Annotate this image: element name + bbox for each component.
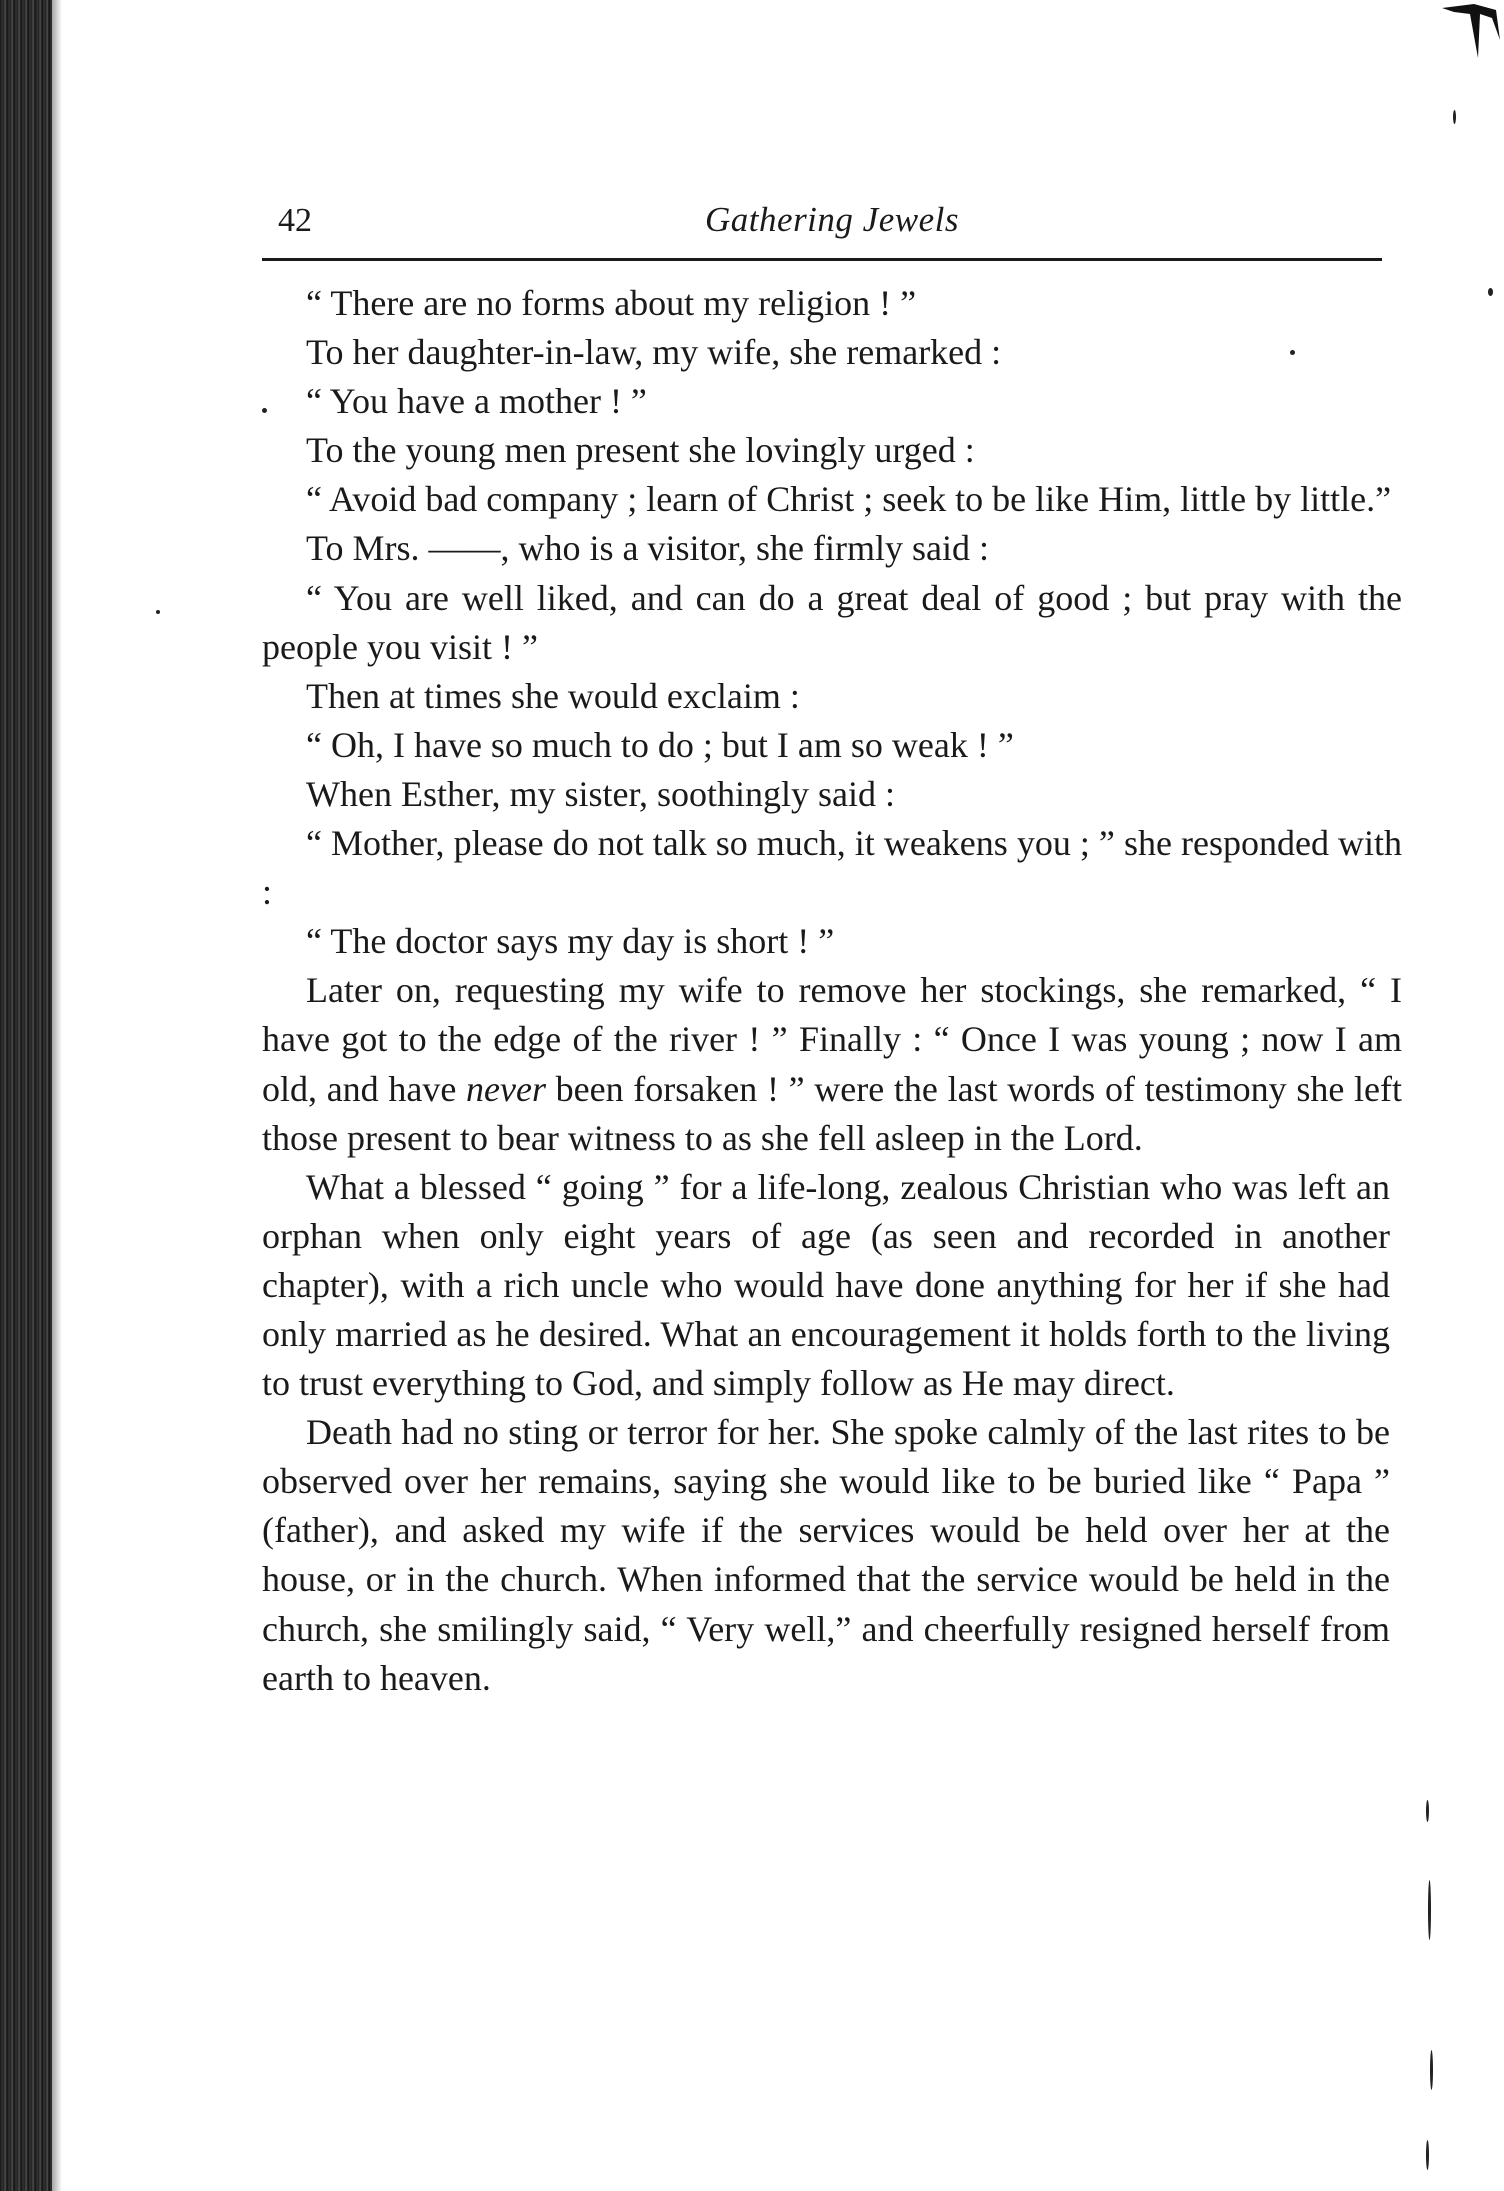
paragraph: To her daughter-in-law, my wife, she remarked :: [306, 332, 1002, 373]
book-binding-edge: [0, 0, 52, 2191]
paragraph: To the young men present she lovingly urged :: [306, 430, 975, 471]
body-text: [262, 279, 1402, 1703]
paragraph: “ Oh, I have so much to do ; but I am so weak ! ”: [306, 724, 1014, 765]
paragraph: “ Avoid bad company ; learn of Christ ; seek to be like Him, little by little.”: [306, 479, 1392, 520]
scan-speck: [1426, 2140, 1429, 2170]
scan-speck: [262, 408, 267, 413]
paragraph-orphan: What a blessed “ going ” for a life-long, zealous Christian who was left an orphan when only eight years of age (as seen and recorded in another chapter), with a rich uncle who would have done anything for her if she had only married as he desired. What an encouragement it holds forth to the living to trust everything to God, and simply follow as He may direct.: [262, 1166, 1390, 1404]
scan-speck: [1426, 1800, 1429, 1822]
paragraph-death: Death had no sting or terror for her. She spoke calmly of the last rites to be observed over her remains, saying she would like to be buried like “ Papa ” (father), and asked my wife if the services would be held over her at the house, or in the church. When informed that the service would be held in the church, she smilingly said, “ Very well,” and cheerfully resigned herself from earth to heaven.: [262, 1412, 1390, 1698]
scan-speck: [156, 610, 160, 614]
scan-speck: [1430, 2050, 1433, 2090]
paragraph-text: been forsaken ! ” were the last words of testimony she left those present to bear witness to as she fell asleep in the Lord.: [262, 1068, 1402, 1158]
running-title: Gathering Jewels: [705, 200, 959, 239]
paragraph: “ There are no forms about my religion ! ”: [306, 283, 917, 323]
paragraph: “ The doctor says my day is short ! ”: [306, 921, 835, 962]
paragraph: Then at times she would exclaim :: [306, 675, 800, 716]
paragraph-text: Later on, requesting my wife to remove her stockings, she remarked, “ I have got to the edge of the river ! ” Finally : “ Once I was young ; now I am old, and have: [262, 970, 1402, 1109]
page-corner-mark: [1434, 0, 1504, 60]
paragraph: “ Mother, please do not talk so much, it weakens you ; ” she responded with :: [262, 823, 1402, 913]
header-rule: [262, 258, 1382, 261]
paragraph-last-words: [262, 966, 1402, 1162]
book-page: [262, 190, 1402, 1703]
paragraph: “ You have a mother ! ”: [306, 381, 647, 422]
scan-speck: [1488, 288, 1493, 296]
paragraph: To Mrs. ——, who is a visitor, she firmly said :: [306, 528, 989, 569]
page-header: [262, 190, 1402, 254]
scan-speck: [1453, 110, 1456, 124]
page-number: 42: [278, 202, 312, 239]
paragraph: “ You are well liked, and can do a great deal of good ; but pray with the people you visit ! ”: [262, 577, 1402, 667]
paragraph: When Esther, my sister, soothingly said :: [306, 773, 896, 814]
scan-speck: [1290, 350, 1295, 355]
italic-emphasis: never: [466, 1068, 546, 1109]
scan-speck: [1428, 1880, 1431, 1940]
